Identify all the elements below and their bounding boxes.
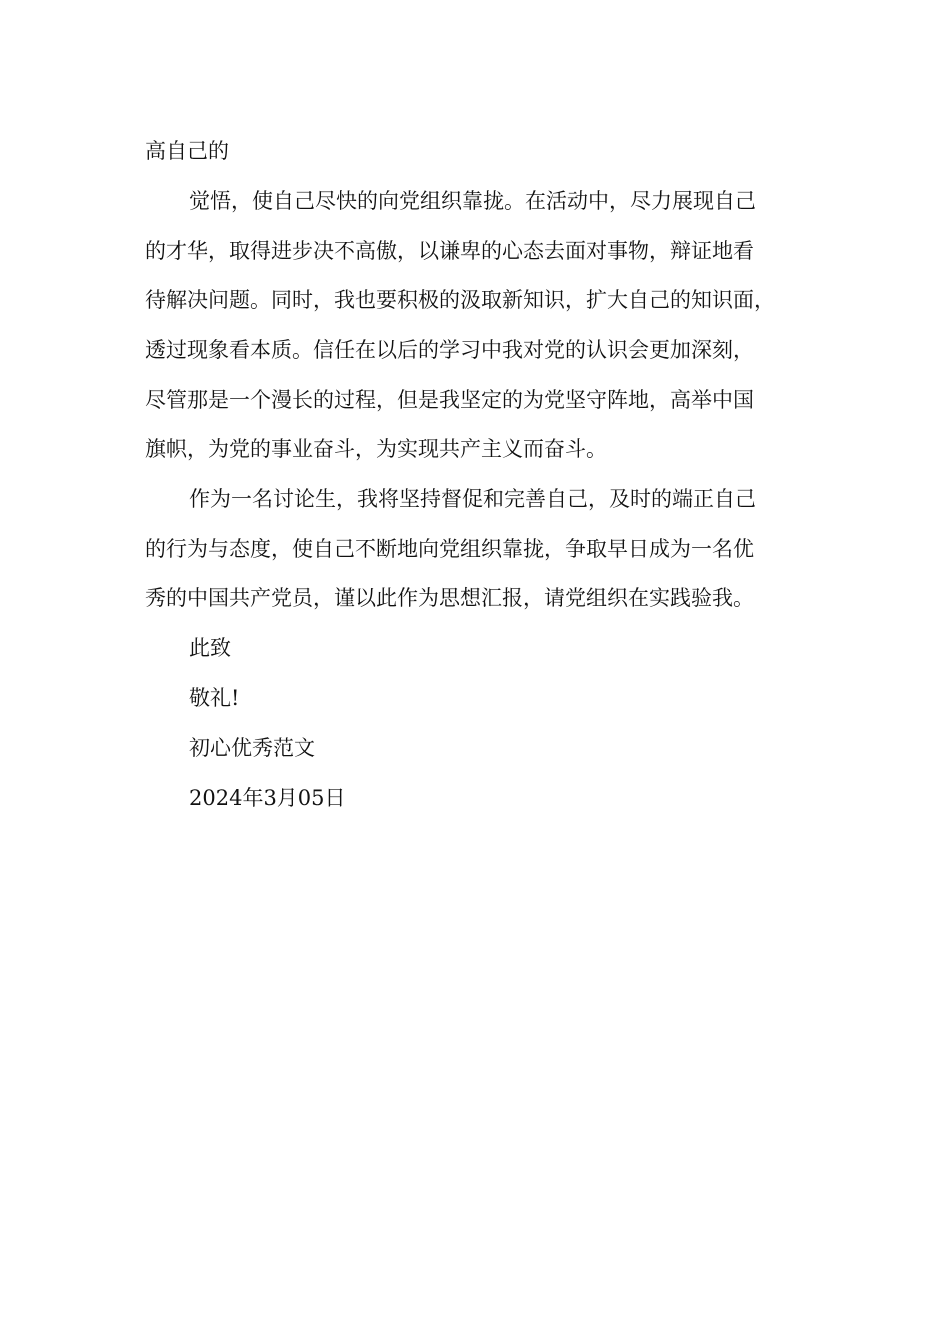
paragraph-line: 的才华，取得进步决不高傲，以谦卑的心态去面对事物，辩证地看 [145,239,754,263]
paragraph-line: 觉悟，使自己尽快的向党组织靠拢。在活动中，尽力展现自己 [189,189,756,213]
document-date: 2024年3月05日 [189,786,346,810]
paragraph-line: 秀的中国共产党员，谨以此作为思想汇报，请党组织在实践验我。 [145,586,754,610]
paragraph-line: 透过现象看本质。信任在以后的学习中我对党的认识会更加深刻， [145,338,754,362]
author-name: 初心优秀范文 [189,736,315,760]
closing-salutation: 此致 [189,636,231,660]
paragraph-line: 旗帜，为党的事业奋斗，为实现共产主义而奋斗。 [145,437,607,461]
paragraph-line: 的行为与态度，使自己不断地向党组织靠拢，争取早日成为一名优 [145,537,754,561]
paragraph-line: 高自己的 [145,139,229,163]
paragraph-line: 待解决问题。同时，我也要积极的汲取新知识，扩大自己的知识面， [145,288,775,312]
paragraph-line: 尽管那是一个漫长的过程，但是我坚定的为党坚守阵地，高举中国 [145,388,754,412]
closing-regards: 敬礼! [189,686,240,710]
paragraph-line: 作为一名讨论生，我将坚持督促和完善自己，及时的端正自己 [189,487,756,511]
